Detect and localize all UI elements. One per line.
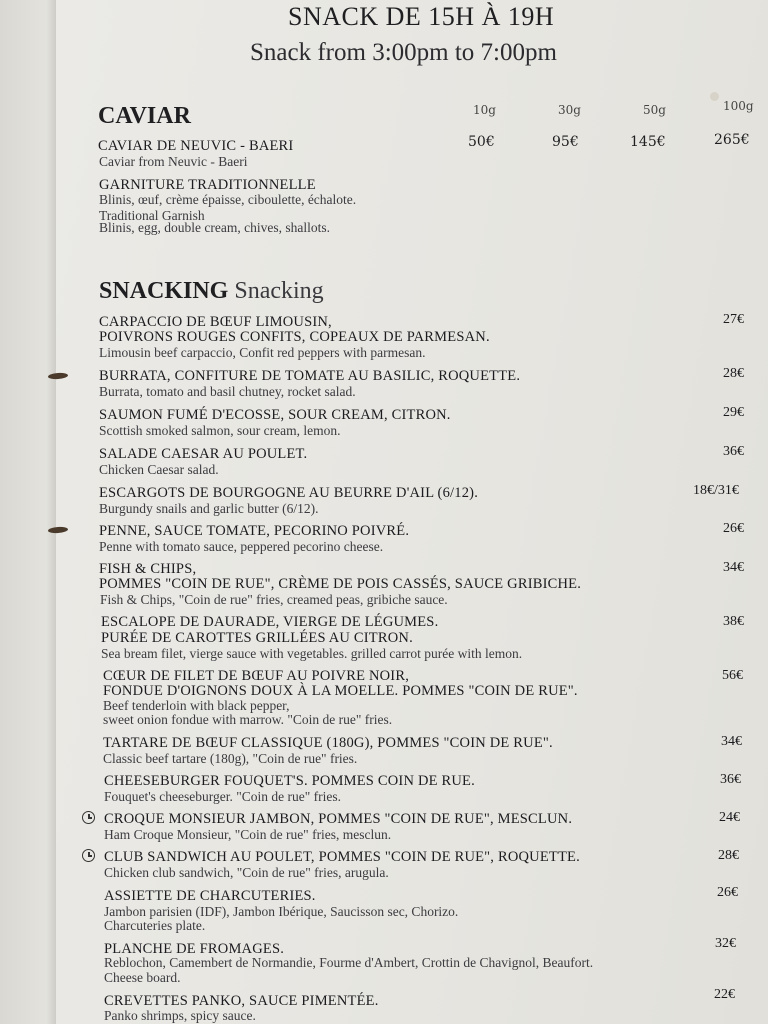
- item-name: POMMES "COIN DE RUE", CRÈME DE POIS CASSÉS, SAUCE GRIBICHE.: [99, 576, 582, 592]
- item-price: 22€: [714, 987, 735, 1002]
- item-price: 29€: [723, 405, 744, 420]
- item-description: Chicken Caesar salad.: [99, 462, 219, 477]
- item-description: Fouquet's cheeseburger. "Coin de rue" fries.: [104, 789, 342, 804]
- section-title-snacking-fr: SNACKING: [99, 278, 229, 304]
- item-name: CŒUR DE FILET DE BŒUF AU POIVRE NOIR,: [103, 668, 410, 684]
- clock-icon: [82, 811, 95, 824]
- item-description: Caviar from Neuvic - Baeri: [99, 154, 248, 169]
- page-subtitle: Snack from 3:00pm to 7:00pm: [250, 39, 557, 66]
- item-price: 34€: [721, 734, 742, 749]
- item-description: Beef tenderloin with black pepper,: [103, 698, 290, 713]
- item-description: Ham Croque Monsieur, "Coin de rue" fries, mesclun.: [104, 827, 392, 842]
- item-name: FISH & CHIPS,: [99, 561, 197, 577]
- item-name: CREVETTES PANKO, SAUCE PIMENTÉE.: [104, 993, 379, 1009]
- page-dot-mark: [710, 92, 719, 101]
- item-price: 28€: [723, 366, 744, 381]
- item-name: GARNITURE TRADITIONNELLE: [99, 177, 316, 193]
- item-description: Jambon parisien (IDF), Jambon Ibérique, Saucisson sec, Chorizo.: [104, 904, 459, 919]
- item-description: Panko shrimps, spicy sauce.: [104, 1008, 256, 1023]
- item-description: Scottish smoked salmon, sour cream, lemon.: [99, 423, 341, 438]
- item-price: 18€/31€: [693, 483, 739, 498]
- item-description: Sea bream filet, vierge sauce with vegetables. grilled carrot purée with lemon.: [101, 646, 523, 661]
- item-price: 34€: [723, 560, 744, 575]
- item-description: Reblochon, Camembert de Normandie, Fourme d'Ambert, Crottin de Chavignol, Beaufort.: [104, 955, 594, 970]
- item-description: Cheese board.: [104, 970, 181, 985]
- item-name: CHEESEBURGER FOUQUET'S. POMMES COIN DE RUE.: [104, 773, 475, 789]
- item-description: Classic beef tartare (180g), "Coin de rue" fries.: [103, 751, 358, 766]
- weight-header: 10g: [473, 103, 496, 117]
- item-price: 145€: [630, 134, 666, 150]
- item-description: Burgundy snails and garlic butter (6/12).: [99, 501, 319, 516]
- item-description: sweet onion fondue with marrow. "Coin de rue" fries.: [103, 712, 393, 727]
- item-price: 56€: [722, 668, 743, 683]
- item-name: ESCARGOTS DE BOURGOGNE AU BEURRE D'AIL (6/12).: [99, 485, 479, 501]
- clock-icon: [82, 849, 95, 862]
- item-price: 32€: [715, 936, 736, 951]
- item-description: Chicken club sandwich, "Coin de rue" fries, arugula.: [104, 865, 389, 880]
- item-description: Fish & Chips, "Coin de rue" fries, creamed peas, gribiche sauce.: [100, 592, 448, 607]
- item-name: CLUB SANDWICH AU POULET, POMMES "COIN DE RUE", ROQUETTE.: [104, 849, 580, 865]
- item-price: 28€: [718, 848, 739, 863]
- item-price: 265€: [714, 132, 750, 148]
- item-name: CARPACCIO DE BŒUF LIMOUSIN,: [99, 314, 332, 330]
- item-price: 36€: [720, 772, 741, 787]
- item-description: Blinis, œuf, crème épaisse, ciboulette, échalote.: [99, 192, 357, 207]
- item-description: Traditional Garnish: [99, 208, 205, 223]
- item-name: TARTARE DE BŒUF CLASSIQUE (180G), POMMES "COIN DE RUE".: [103, 735, 553, 751]
- item-price: 38€: [723, 614, 744, 629]
- section-title-snacking: [99, 279, 324, 303]
- item-name: BURRATA, CONFITURE DE TOMATE AU BASILIC, ROQUETTE.: [99, 368, 521, 384]
- item-description: Charcuteries plate.: [104, 918, 206, 933]
- item-name: ESCALOPE DE DAURADE, VIERGE DE LÉGUMES.: [101, 614, 439, 630]
- item-price: 26€: [717, 885, 738, 900]
- item-description: Burrata, tomato and basil chutney, rocket salad.: [99, 384, 356, 399]
- section-title-caviar: CAVIAR: [98, 103, 191, 129]
- item-name: POIVRONS ROUGES CONFITS, COPEAUX DE PARMESAN.: [99, 329, 490, 345]
- item-name: PLANCHE DE FROMAGES.: [104, 941, 285, 957]
- item-name: SAUMON FUMÉ D'ECOSSE, SOUR CREAM, CITRON.: [99, 407, 451, 423]
- item-name: ASSIETTE DE CHARCUTERIES.: [104, 888, 316, 904]
- item-name: PENNE, SAUCE TOMATE, PECORINO POIVRÉ.: [99, 523, 410, 539]
- item-name: PURÉE DE CAROTTES GRILLÉES AU CITRON.: [101, 630, 413, 646]
- page-title: SNACK DE 15H À 19H: [288, 2, 555, 31]
- menu-page-edge: [0, 0, 58, 1024]
- item-price: 24€: [719, 810, 740, 825]
- weight-header: 50g: [643, 103, 666, 117]
- item-name: CROQUE MONSIEUR JAMBON, POMMES "COIN DE RUE", MESCLUN.: [104, 811, 573, 827]
- item-price: 50€: [468, 134, 495, 150]
- item-description: Penne with tomato sauce, peppered pecorino cheese.: [99, 539, 384, 554]
- item-price: 36€: [723, 444, 744, 459]
- section-title-snacking-en: Snacking: [234, 278, 324, 304]
- item-price: 95€: [552, 134, 579, 150]
- item-description: Blinis, egg, double cream, chives, shallots.: [99, 220, 330, 235]
- item-name: CAVIAR DE NEUVIC - BAERI: [98, 138, 294, 154]
- item-name: SALADE CAESAR AU POULET.: [99, 446, 308, 462]
- weight-header: 30g: [558, 103, 581, 117]
- item-name: FONDUE D'OIGNONS DOUX À LA MOELLE. POMMES "COIN DE RUE".: [103, 683, 578, 699]
- weight-header: 100g: [723, 99, 754, 113]
- item-description: Limousin beef carpaccio, Confit red peppers with parmesan.: [99, 345, 426, 360]
- item-price: 27€: [723, 312, 744, 327]
- item-price: 26€: [723, 521, 744, 536]
